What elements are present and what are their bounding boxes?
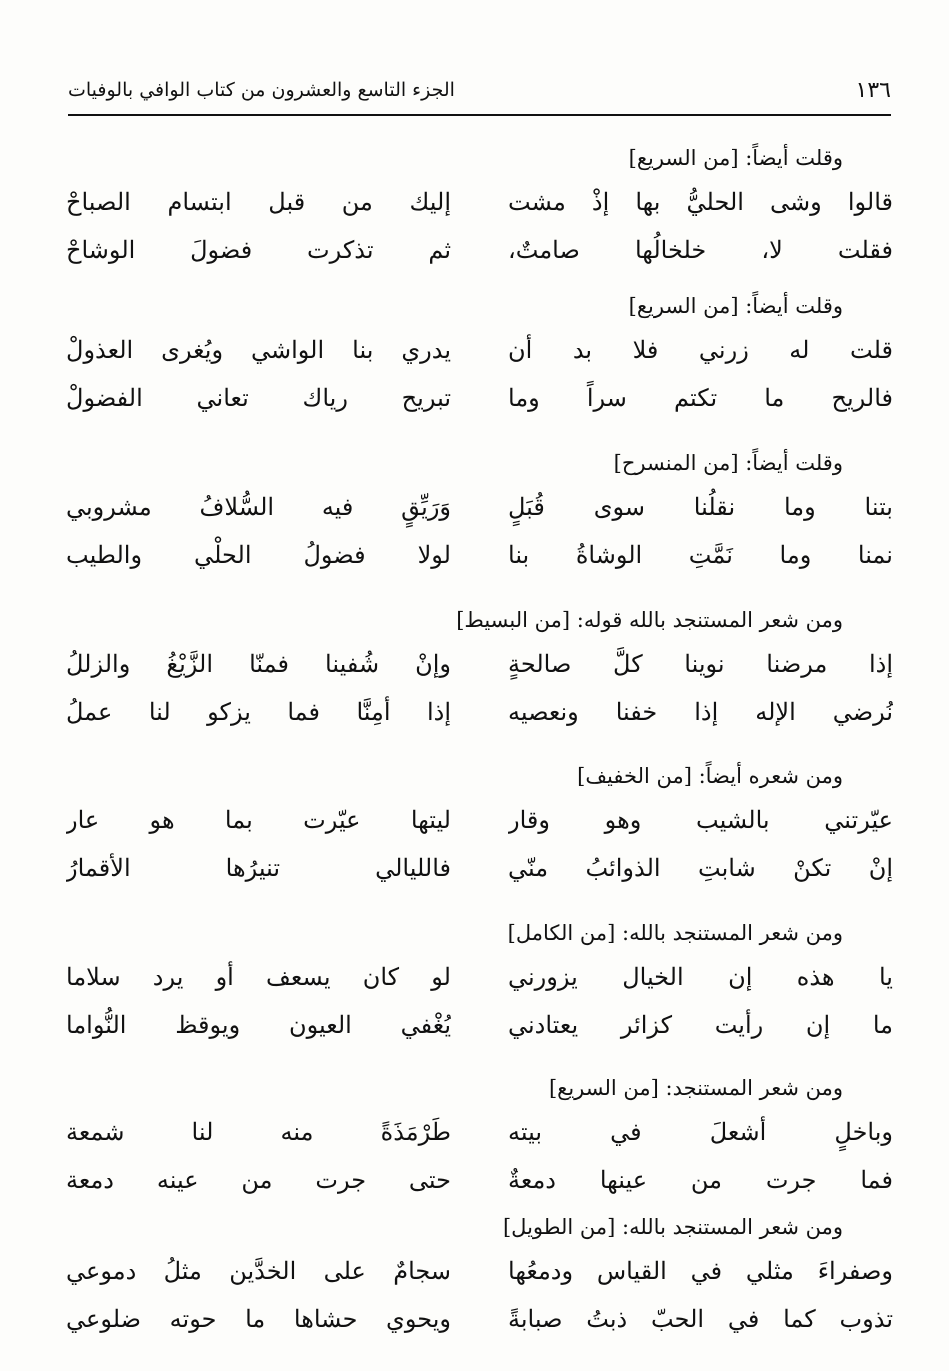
- verse-line: [66, 1247, 893, 1295]
- poem-entry: [66, 286, 893, 422]
- poem-intro: وقلت أيضاً: [من المنسرح]: [613, 451, 843, 475]
- second-hemistich: فالليالي تنيرُها الأقمارُ: [66, 854, 451, 882]
- second-hemistich: تبريح رياك تعاني الفضولْ: [66, 384, 451, 412]
- second-hemistich: وَرَيِّقٍ فيه السُّلافُ مشروبي: [66, 493, 451, 521]
- first-hemistich: ما إن رأيت كزائر يعتادني: [508, 1011, 893, 1039]
- poem-intro: ومن شعر المستنجد: [من السريع]: [548, 1076, 843, 1100]
- page-number: ١٣٦: [855, 77, 891, 103]
- first-hemistich: فالريح ما تكتم سراً وما: [508, 384, 893, 412]
- second-hemistich: لولا فضولُ الحلْي والطيب: [66, 541, 451, 569]
- first-hemistich: فقلت لا، خلخالُها صامتٌ،: [508, 236, 893, 264]
- first-hemistich: تذوب كما في الحبّ ذبتُ صبابةً: [508, 1305, 893, 1333]
- running-title: الجزء التاسع والعشرون من كتاب الوافي بالوفيات: [68, 79, 455, 101]
- verse-line: [66, 326, 893, 374]
- verse-line: [66, 688, 893, 736]
- first-hemistich: إذا مرضنا نوينا كلَّ صالحةٍ: [508, 650, 893, 678]
- first-hemistich: إنْ تكنْ شابتِ الذوائبُ منّي: [508, 854, 893, 882]
- poem-intro: ومن شعره أيضاً: [من الخفيف]: [577, 764, 843, 788]
- verse-line: [66, 953, 893, 1001]
- first-hemistich: قلت له زرني فلا بد أن: [508, 336, 893, 364]
- poem-intro: وقلت أيضاً: [من السريع]: [628, 146, 843, 170]
- first-hemistich: عيّرتني بالشيب وهو وقار: [508, 806, 893, 834]
- verse-line: [66, 1001, 893, 1049]
- verse-line: [66, 1295, 893, 1343]
- poem-entry: [66, 756, 893, 892]
- verse-line: [66, 178, 893, 226]
- second-hemistich: يُغْفي العيون ويوقظ النُّواما: [66, 1011, 451, 1039]
- second-hemistich: ويحوي حشاها ما حوته ضلوعي: [66, 1305, 451, 1333]
- first-hemistich: يا هذه إن الخيال يزورني: [508, 963, 893, 991]
- second-hemistich: طَرْمَذَةً منه لنا شمعة: [66, 1118, 451, 1146]
- verse-line: [66, 374, 893, 422]
- second-hemistich: يدري بنا الواشي ويُغرى العذولْ: [66, 336, 451, 364]
- verse-line: [66, 483, 893, 531]
- first-hemistich: بتنا وما نقلُنا سوى قُبَلٍ: [508, 493, 893, 521]
- verse-line: [66, 796, 893, 844]
- poem-entry: [66, 443, 893, 579]
- verse-line: [66, 844, 893, 892]
- poem-entry: [66, 913, 893, 1049]
- second-hemistich: وإنْ شُفينا فمنّا الزَّيْغُ والزللُ: [66, 650, 451, 678]
- first-hemistich: وباخلٍ أشعلَ في بيته: [508, 1118, 893, 1146]
- poem-entry: [66, 1068, 893, 1204]
- first-hemistich: قالوا وشى الحليُّ بها إذْ مشت: [508, 188, 893, 216]
- poem-intro: ومن شعر المستنجد بالله: [من الكامل]: [507, 921, 843, 945]
- first-hemistich: وصفراءَ مثلي في القياس ودمعُها: [508, 1257, 893, 1285]
- verse-line: [66, 531, 893, 579]
- poem-entry: [66, 138, 893, 274]
- second-hemistich: إذا أمِنَّا فما يزكو لنا عملُ: [66, 698, 451, 726]
- poem-intro: وقلت أيضاً: [من السريع]: [628, 294, 843, 318]
- second-hemistich: إليك من قبل ابتسام الصباحْ: [66, 188, 451, 216]
- poem-intro: ومن شعر المستنجد بالله: [من الطويل]: [502, 1215, 843, 1239]
- poem-intro: ومن شعر المستنجد بالله قوله: [من البسيط]: [456, 608, 843, 632]
- first-hemistich: فما جرت من عينها دمعةٌ: [508, 1166, 893, 1194]
- second-hemistich: حتى جرت من عينه دمعة: [66, 1166, 451, 1194]
- second-hemistich: لو كان يسعف أو يرد سلاما: [66, 963, 451, 991]
- verse-line: [66, 1156, 893, 1204]
- second-hemistich: ليتها عيّرت بما هو عار: [66, 806, 451, 834]
- poem-entry: [66, 1207, 893, 1343]
- verse-line: [66, 226, 893, 274]
- first-hemistich: نُرضي الإله إذا خفنا ونعصيه: [508, 698, 893, 726]
- poem-entry: [66, 600, 893, 736]
- first-hemistich: نمنا وما نَمَّتِ الوشاةُ بنا: [508, 541, 893, 569]
- verse-line: [66, 640, 893, 688]
- second-hemistich: ثم تذكرت فضولَ الوشاحْ: [66, 236, 451, 264]
- page-header: [68, 66, 891, 116]
- second-hemistich: سجامٌ على الخدَّين مثلُ دموعي: [66, 1257, 451, 1285]
- verse-line: [66, 1108, 893, 1156]
